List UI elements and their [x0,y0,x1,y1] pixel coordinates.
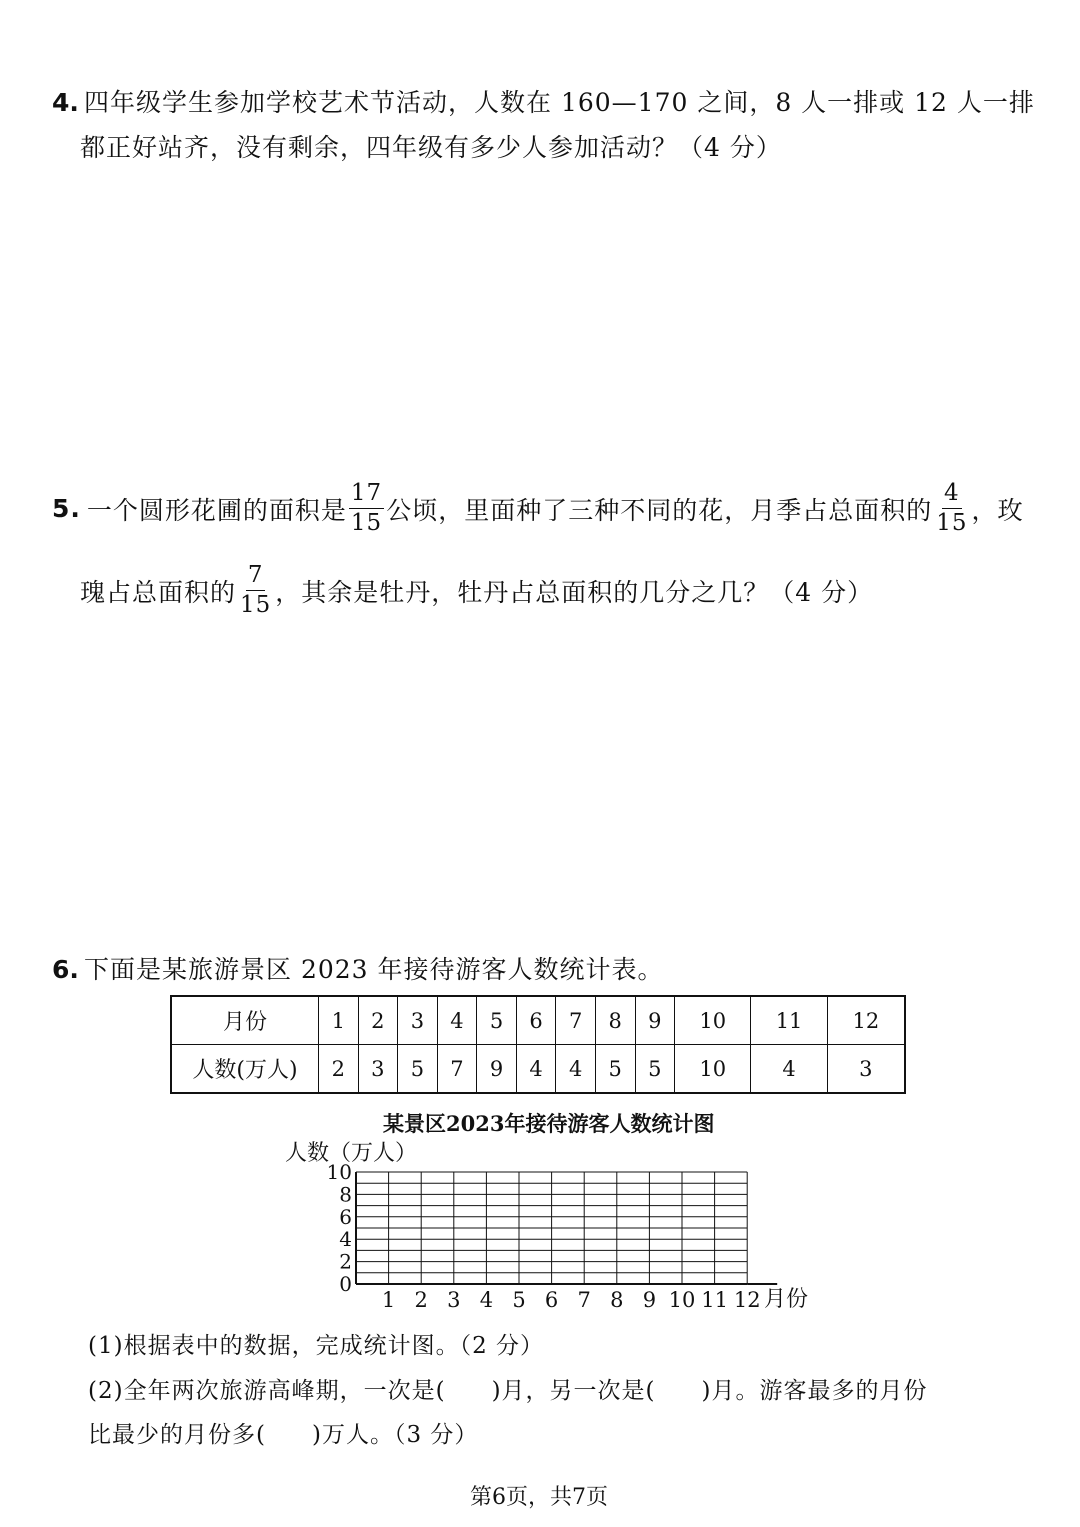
question-5 [52,482,1024,535]
sub-question-text: )月。游客最多的月份 [701,1378,928,1404]
table-cell: 11 [751,996,827,1045]
table-cell: 6 [516,996,556,1045]
table-header-month: 月份 [171,996,319,1045]
chart-grid [356,1172,777,1284]
y-tick-label: 10 [326,1160,352,1184]
chart-y-ticks [327,1160,352,1296]
table-header-visitors: 人数(万人) [171,1045,319,1094]
question-number: 4. [52,88,79,117]
table-cell: 4 [751,1045,827,1094]
table-cell: 9 [635,996,675,1045]
x-tick-label: 1 [381,1288,396,1312]
numerator: 17 [349,482,384,509]
table-cell: 3 [358,1045,398,1094]
table-cell: 7 [556,996,596,1045]
table-cell: 5 [477,996,517,1045]
question-text: 一个圆形花圃的面积是 [86,495,347,525]
sub-question-text: (2)全年两次旅游高峰期，一次是( [88,1378,446,1404]
table-cell: 2 [319,1045,359,1094]
y-tick-label: 4 [339,1227,352,1252]
denominator: 15 [350,510,383,536]
table-cell: 5 [635,1045,675,1094]
question-text: ，玫 [971,495,1024,525]
x-tick-label: 8 [610,1288,624,1312]
chart-x-label: 月份 [764,1287,809,1312]
table-cell: 12 [827,996,905,1045]
x-tick-label: 9 [642,1288,657,1312]
table-cell: 2 [358,996,398,1045]
question-number: 6. [52,955,79,984]
table-cell: 4 [556,1045,596,1094]
table-cell: 4 [516,1045,556,1094]
x-tick-label: 2 [414,1288,428,1312]
table-cell: 10 [675,996,751,1045]
question-text-line2: 都正好站齐，没有剩余，四年级有多少人参加活动？（4 分） [80,133,782,162]
blank-chart-grid [300,1160,840,1320]
denominator: 15 [240,592,272,618]
chart-x-ticks [382,1288,761,1312]
sub-question-text: 比最少的月份多( [88,1422,266,1448]
table-cell: 7 [437,1045,477,1094]
page-footer: 第6页，共7页 [470,1485,608,1510]
question-text: 下面是某旅游景区 2023 年接待游客人数统计表。 [84,955,664,984]
sub-question-2-line1 [88,1372,928,1405]
numerator: 7 [246,564,266,591]
x-tick-label: 10 [668,1288,696,1312]
y-tick-label: 0 [339,1272,352,1296]
question-6 [52,950,664,986]
y-tick-label: 2 [339,1249,352,1274]
table-row [171,1045,905,1094]
x-tick-label: 12 [733,1288,761,1312]
table-cell: 8 [595,996,635,1045]
x-tick-label: 6 [544,1288,559,1312]
y-tick-label: 8 [339,1182,352,1207]
table-cell: 3 [827,1045,905,1094]
table-cell: 4 [437,996,477,1045]
fraction [238,564,273,617]
sub-question-1: (1)根据表中的数据，完成统计图。（2 分） [88,1333,545,1359]
sub-question-text: )万人。（3 分） [311,1422,479,1448]
table-cell: 5 [398,1045,438,1094]
table-cell: 10 [675,1045,751,1094]
x-tick-label: 3 [447,1288,461,1312]
fraction [349,482,384,535]
question-4 [52,83,1035,119]
question-text-line1: 四年级学生参加学校艺术节活动，人数在 160—170 之间，8 人一排或 12 人一排 [84,88,1035,117]
visitor-table [170,995,906,1094]
x-tick-label: 11 [701,1288,728,1312]
y-tick-label: 6 [339,1204,352,1229]
question-text: 瑰占总面积的 [80,577,237,607]
question-number: 5. [52,494,81,523]
table-cell: 1 [319,996,359,1045]
question-5-line2 [80,564,873,617]
x-tick-label: 7 [577,1288,591,1312]
fraction [934,482,969,535]
sub-question-2-line2 [88,1416,478,1449]
chart-title: 某景区2023年接待游客人数统计图 [383,1111,715,1136]
table-cell: 3 [398,996,438,1045]
table-row [171,996,905,1045]
x-tick-label: 5 [512,1288,526,1312]
question-text: 公顷，里面种了三种不同的花，月季占总面积的 [386,495,933,525]
table-cell: 9 [477,1045,517,1094]
chart-y-label: 人数（万人） [285,1141,418,1166]
numerator: 4 [942,482,962,509]
question-text: ，其余是牡丹，牡丹占总面积的几分之几？（4 分） [275,577,874,607]
x-tick-label: 4 [479,1288,494,1312]
sub-question-text: )月，另一次是( [491,1378,656,1404]
denominator: 15 [936,510,968,536]
table-cell: 5 [595,1045,635,1094]
